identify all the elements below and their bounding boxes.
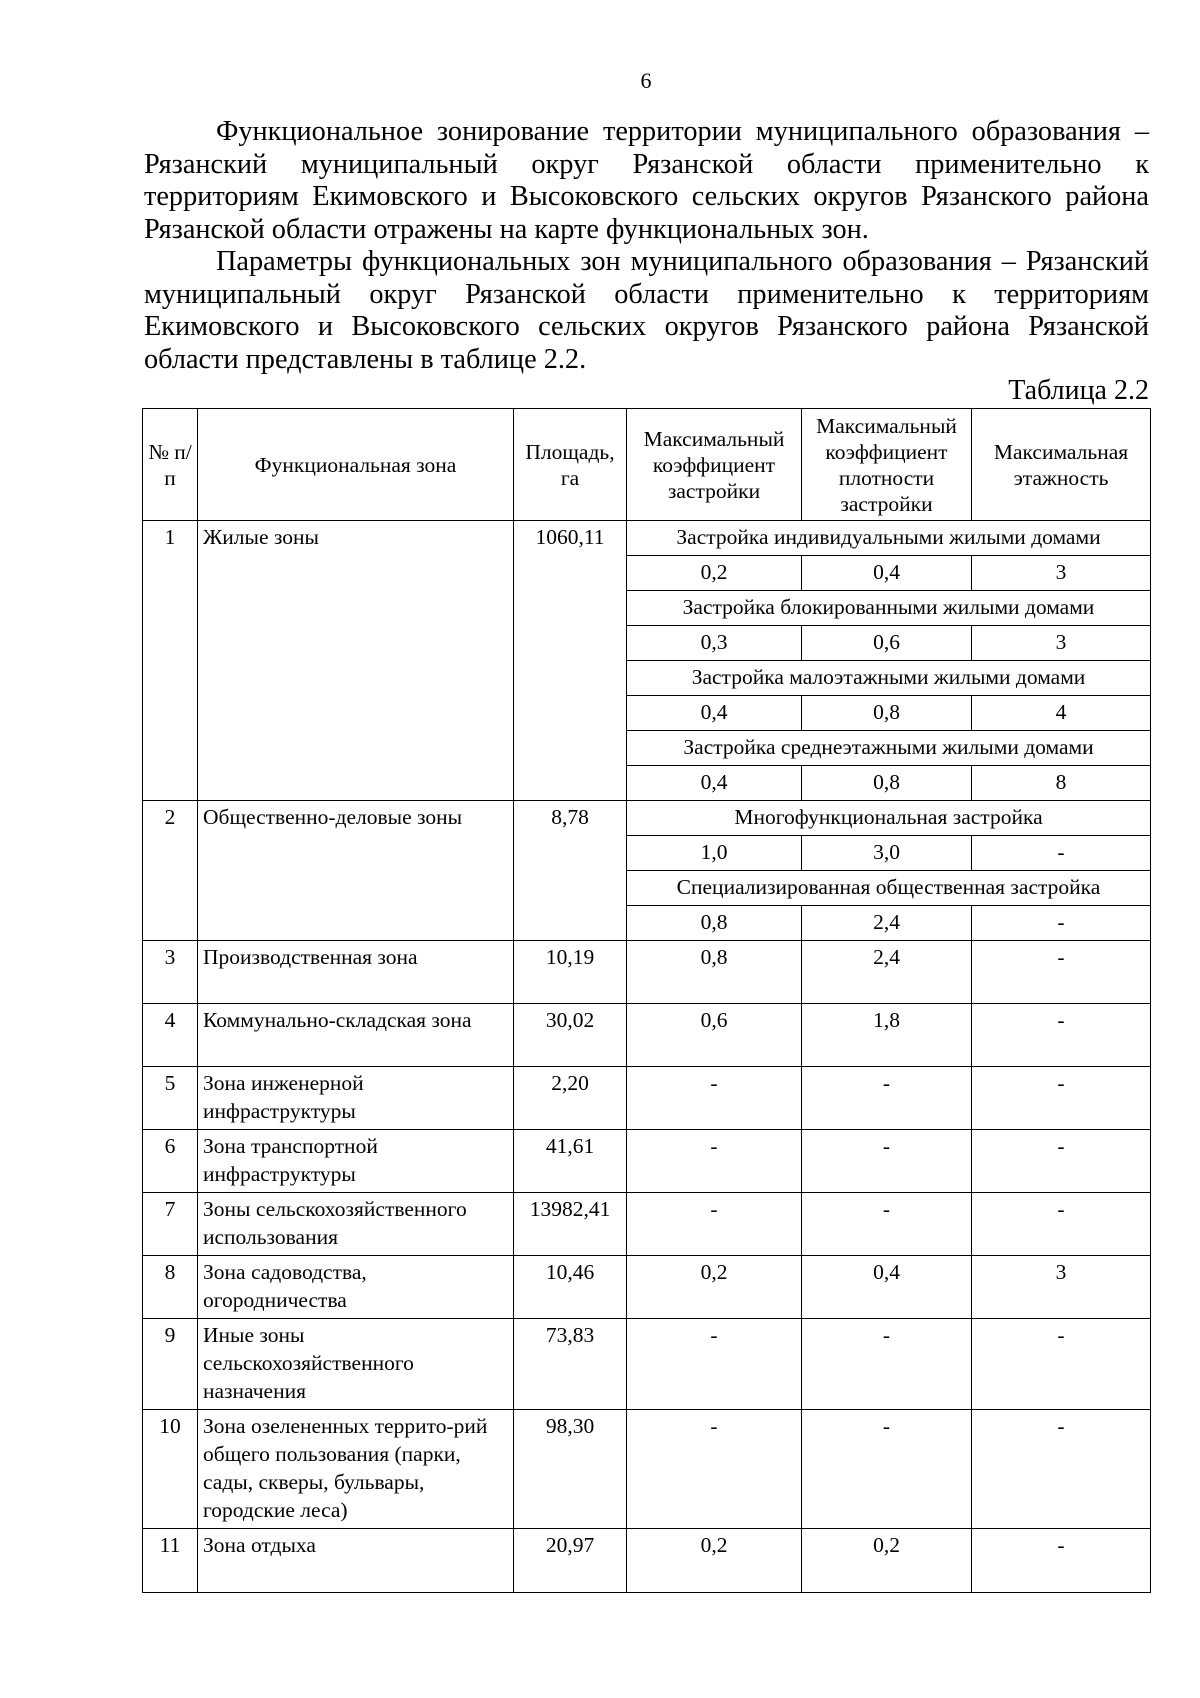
row-area: 73,83 — [514, 1319, 627, 1410]
row-area: 41,61 — [514, 1130, 627, 1193]
row-num: 9 — [143, 1319, 198, 1410]
cell-coef-density: 0,8 — [802, 696, 972, 731]
row-num: 3 — [143, 941, 198, 1004]
subtype-label: Застройка малоэтажными жилыми домами — [627, 661, 1151, 696]
cell-coef-density: - — [802, 1193, 972, 1256]
row-zone: Зона озелененных террито-рий общего пользования (парки, сады, скверы, бульвары, городские леса) — [198, 1410, 514, 1529]
row-area: 1060,11 — [514, 521, 627, 801]
row-zone: Иные зоны сельскохозяйственного назначения — [198, 1319, 514, 1410]
cell-coef-build: - — [627, 1319, 802, 1410]
cell-coef-build: 0,6 — [627, 1004, 802, 1067]
cell-coef-build: 0,3 — [627, 626, 802, 661]
table-row — [143, 1529, 1151, 1593]
cell-coef-build: 0,4 — [627, 766, 802, 801]
row-area: 98,30 — [514, 1410, 627, 1529]
row-area: 13982,41 — [514, 1193, 627, 1256]
table-row — [143, 941, 1151, 1004]
cell-floors: - — [972, 906, 1151, 941]
header-zone: Функциональная зона — [198, 409, 514, 521]
header-area: Площадь, га — [514, 409, 627, 521]
subtype-label: Многофункциональная застройка — [627, 801, 1151, 836]
row-area: 10,19 — [514, 941, 627, 1004]
zones-table — [142, 408, 1151, 1593]
row-num: 5 — [143, 1067, 198, 1130]
row-num: 8 — [143, 1256, 198, 1319]
row-num: 2 — [143, 801, 198, 941]
paragraph-zoning-map: Функциональное зонирование территории муниципального образования – Рязанский муниципальный округ Рязанской области применительно к территориям Екимовского и Высоковского сельских округов Рязанского района Рязанской области отражены на карте функциональных зон. — [144, 116, 1149, 245]
cell-coef-density: 0,8 — [802, 766, 972, 801]
cell-coef-build: 0,2 — [627, 1529, 802, 1593]
cell-coef-density: 2,4 — [802, 941, 972, 1004]
cell-coef-build: - — [627, 1067, 802, 1130]
cell-coef-build: 1,0 — [627, 836, 802, 871]
header-coef-build: Максимальный коэффициент застройки — [627, 409, 802, 521]
cell-coef-build: 0,8 — [627, 941, 802, 1004]
cell-floors: 3 — [972, 626, 1151, 661]
cell-floors: - — [972, 836, 1151, 871]
row-zone: Жилые зоны — [198, 521, 514, 801]
cell-floors: - — [972, 1529, 1151, 1593]
cell-coef-density: - — [802, 1130, 972, 1193]
table-row — [143, 1067, 1151, 1130]
table-row — [143, 521, 1151, 556]
cell-floors: 8 — [972, 766, 1151, 801]
cell-coef-density: - — [802, 1410, 972, 1529]
cell-coef-density: 1,8 — [802, 1004, 972, 1067]
header-floors: Максимальная этажность — [972, 409, 1151, 521]
cell-floors: - — [972, 1067, 1151, 1130]
cell-floors: - — [972, 1130, 1151, 1193]
row-zone: Производственная зона — [198, 941, 514, 1004]
table-row — [143, 1410, 1151, 1529]
cell-coef-build: 0,2 — [627, 1256, 802, 1319]
header-coef-density: Максимальный коэффициент плотности застройки — [802, 409, 972, 521]
cell-coef-density: - — [802, 1067, 972, 1130]
page-number: 6 — [640, 68, 652, 93]
table-row — [143, 1130, 1151, 1193]
row-num: 11 — [143, 1529, 198, 1593]
row-area: 10,46 — [514, 1256, 627, 1319]
cell-coef-build: 0,2 — [627, 556, 802, 591]
row-num: 10 — [143, 1410, 198, 1529]
cell-floors: - — [972, 1004, 1151, 1067]
row-zone: Коммунально-складская зона — [198, 1004, 514, 1067]
cell-floors: 4 — [972, 696, 1151, 731]
cell-coef-density: 3,0 — [802, 836, 972, 871]
cell-floors: - — [972, 1319, 1151, 1410]
row-num: 7 — [143, 1193, 198, 1256]
cell-floors: 3 — [972, 556, 1151, 591]
row-zone: Зона транспортной инфраструктуры — [198, 1130, 514, 1193]
body-text — [144, 116, 1149, 376]
cell-coef-density: - — [802, 1319, 972, 1410]
row-area: 30,02 — [514, 1004, 627, 1067]
cell-coef-density: 0,4 — [802, 1256, 972, 1319]
subtype-label: Застройка блокированными жилыми домами — [627, 591, 1151, 626]
cell-coef-density: 0,6 — [802, 626, 972, 661]
cell-floors: - — [972, 1193, 1151, 1256]
row-area: 2,20 — [514, 1067, 627, 1130]
row-zone: Зона садоводства, огородничества — [198, 1256, 514, 1319]
header-num: № п/п — [143, 409, 198, 521]
table-row — [143, 1193, 1151, 1256]
paragraph-zone-parameters: Параметры функциональных зон муниципального образования – Рязанский муниципальный округ Рязанской области применительно к территориям Екимовского и Высоковского сельских округов Рязанского района Рязанской области представлены в таблице 2.2. — [144, 246, 1149, 375]
row-num: 1 — [143, 521, 198, 801]
cell-coef-density: 0,4 — [802, 556, 972, 591]
cell-floors: 3 — [972, 1256, 1151, 1319]
cell-coef-build: 0,4 — [627, 696, 802, 731]
cell-floors: - — [972, 1410, 1151, 1529]
cell-coef-density: 0,2 — [802, 1529, 972, 1593]
cell-coef-build: - — [627, 1193, 802, 1256]
subtype-label: Застройка индивидуальными жилыми домами — [627, 521, 1151, 556]
table-row — [143, 1256, 1151, 1319]
row-num: 6 — [143, 1130, 198, 1193]
table-row — [143, 1004, 1151, 1067]
row-zone: Зоны сельскохозяйственного использования — [198, 1193, 514, 1256]
table-row — [143, 801, 1151, 836]
row-area: 20,97 — [514, 1529, 627, 1593]
row-zone: Общественно-деловые зоны — [198, 801, 514, 941]
row-zone: Зона отдыха — [198, 1529, 514, 1593]
cell-coef-build: - — [627, 1130, 802, 1193]
row-area: 8,78 — [514, 801, 627, 941]
row-num: 4 — [143, 1004, 198, 1067]
table-caption: Таблица 2.2 — [1008, 375, 1149, 406]
cell-coef-density: 2,4 — [802, 906, 972, 941]
subtype-label: Специализированная общественная застройка — [627, 871, 1151, 906]
cell-coef-build: - — [627, 1410, 802, 1529]
row-zone: Зона инженерной инфраструктуры — [198, 1067, 514, 1130]
subtype-label: Застройка среднеэтажными жилыми домами — [627, 731, 1151, 766]
cell-floors: - — [972, 941, 1151, 1004]
table-header-row — [143, 409, 1151, 521]
cell-coef-build: 0,8 — [627, 906, 802, 941]
table-row — [143, 1319, 1151, 1410]
